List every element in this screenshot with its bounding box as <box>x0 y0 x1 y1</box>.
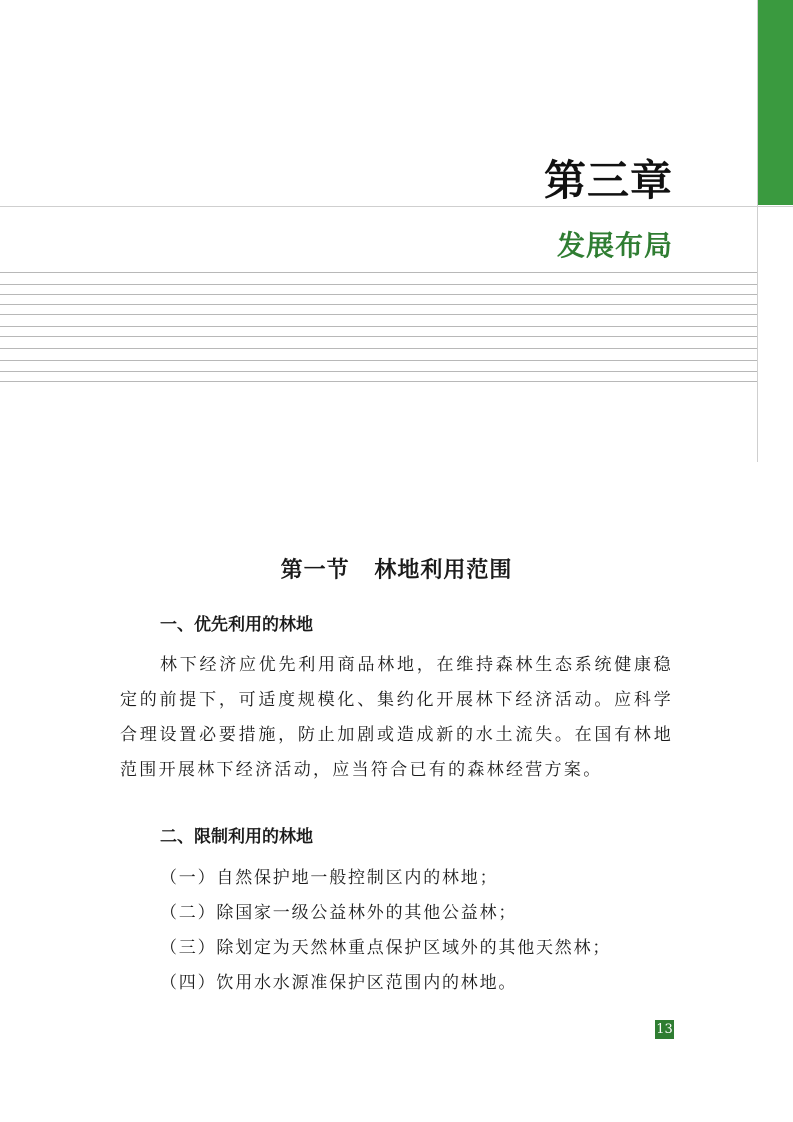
restricted-list <box>160 861 611 1001</box>
list-item: （二）除国家一级公益林外的其他公益林； <box>160 903 518 923</box>
chapter-color-tab <box>757 0 793 205</box>
section-number: 第一节 <box>280 557 350 583</box>
body-content <box>120 548 673 993</box>
page-number: 13 <box>656 1022 673 1037</box>
section-title <box>120 548 673 592</box>
chapter-divider <box>0 206 793 207</box>
chapter-title: 第三章 <box>543 156 673 205</box>
paragraph-priority: 林下经济应优先利用商品林地，在维持森林生态系统健康稳定的前提下，可适度规模化、集约化开展林下经济活动。应科学合理设置必要措施，防止加剧或造成新的水土流失。在国有林地范围开展林下经济活动，应当符合已有的森林经营方案。 <box>120 655 673 780</box>
sub-heading-priority: 一、优先利用的林地 <box>160 615 313 635</box>
vertical-divider <box>757 0 758 462</box>
list-item: （三）除划定为天然林重点保护区域外的其他天然林； <box>160 938 612 958</box>
section-name: 林地利用范围 <box>374 557 513 583</box>
list-item: （一）自然保护地一般控制区内的林地； <box>160 868 499 888</box>
sub-heading-restricted: 二、限制利用的林地 <box>160 827 313 847</box>
chapter-subtitle: 发展布局 <box>556 229 673 262</box>
list-item: （四）饮用水水源准保护区范围内的林地。 <box>160 973 518 993</box>
